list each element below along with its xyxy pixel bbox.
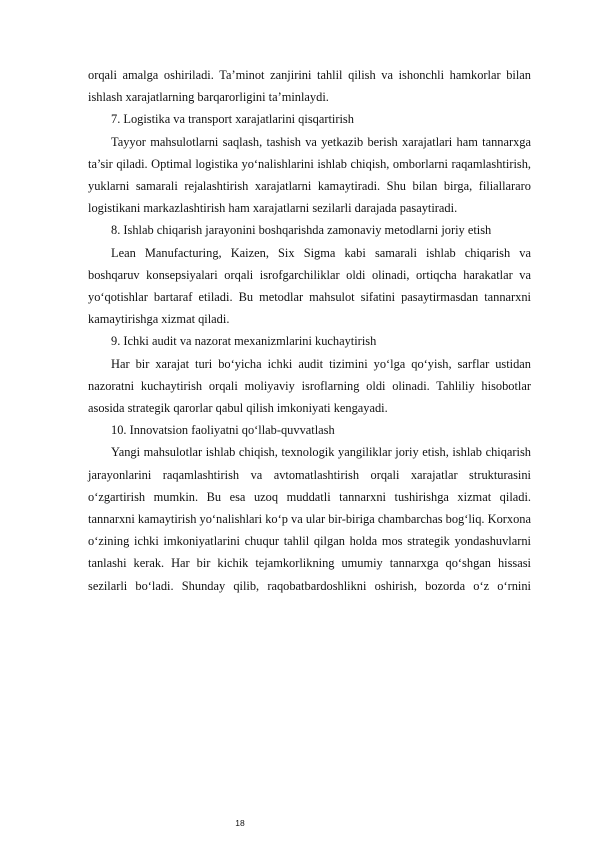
- paragraph-logistics: Tayyor mahsulotlarni saqlash, tashish va yetkazib berish xarajatlari ham tannarxga ta’sir qiladi. Optimal logistika yo‘nalishlarini ishlab chiqish, omborlarni raqamlashtirish, yuklarni samarali rejalashtirish xarajatlarni kamaytiradi. Shu bilan birga, filiallararo logistikani markazlashtirish ham xarajatlarni sezilarli darajada pasaytiradi.: [88, 134, 531, 216]
- section-heading-logistics: 7. Logistika va transport xarajatlarini qisqartirish: [111, 112, 354, 127]
- section-heading-internal-audit: 9. Ichki audit va nazorat mexanizmlarini kuchaytirish: [111, 334, 377, 349]
- paragraph-continuation: orqali amalga oshiriladi. Ta’minot zanjirini tahlil qilish va ishonchli hamkorlar bilan ishlash xarajatlarning barqarorligini ta’minlaydi.: [88, 68, 531, 105]
- section-heading-modern-methods: 8. Ishlab chiqarish jarayonini boshqarishda zamonaviy metodlarni joriy etish: [111, 223, 492, 238]
- paragraph-modern-methods: Lean Manufacturing, Kaizen, Six Sigma kabi samarali ishlab chiqarish va boshqaruv konsepsiyalari orqali isrofgarchiliklar oldi olinadi, ortiqcha harakatlar va yo‘qotishlar bartaraf etiladi. Bu metodlar mahsulot sifatini pasaytirmasdan tannarxni kamaytirishga xizmat qiladi.: [88, 245, 531, 327]
- paragraph-innovation: Yangi mahsulotlar ishlab chiqish, texnologik yangiliklar joriy etish, ishlab chiqarish jarayonlarini raqamlashtirish va avtomatlashtirish orqali xarajatlar strukturasini o‘zgartirish mumkin. Bu esa uzoq muddatli tannarxni tushirishga xizmat qiladi. tannarxni kamaytirish yo‘nalishlari ko‘p va ular bir-biriga chambarchas bog‘liq. Korxona o‘zining ichki imkoniyatlarini chuqur tahlil qilgan holda mos strategik yondashuvlarni tanlashi kerak. Har bir kichik tejamkorlikning umumiy tannarxga qo‘shgan hissasi sezilarli bo‘ladi. Shunday qilib, raqobatbardoshlikni oshirish, bozorda o‘z o‘rnini: [88, 445, 531, 593]
- paragraph-internal-audit: Har bir xarajat turi bo‘yicha ichki audit tizimini yo‘lga qo‘yish, sarflar ustidan nazoratni kuchaytirish orqali moliyaviy isroflarning oldi olinadi. Tahliliy hisobotlar asosida strategik qarorlar qabul qilish imkoniyati kengayadi.: [88, 356, 531, 416]
- section-heading-innovation: 10. Innovatsion faoliyatni qo‘llab-quvvatlash: [111, 423, 335, 438]
- page-body: [88, 64, 531, 597]
- page-number: 18: [235, 818, 245, 828]
